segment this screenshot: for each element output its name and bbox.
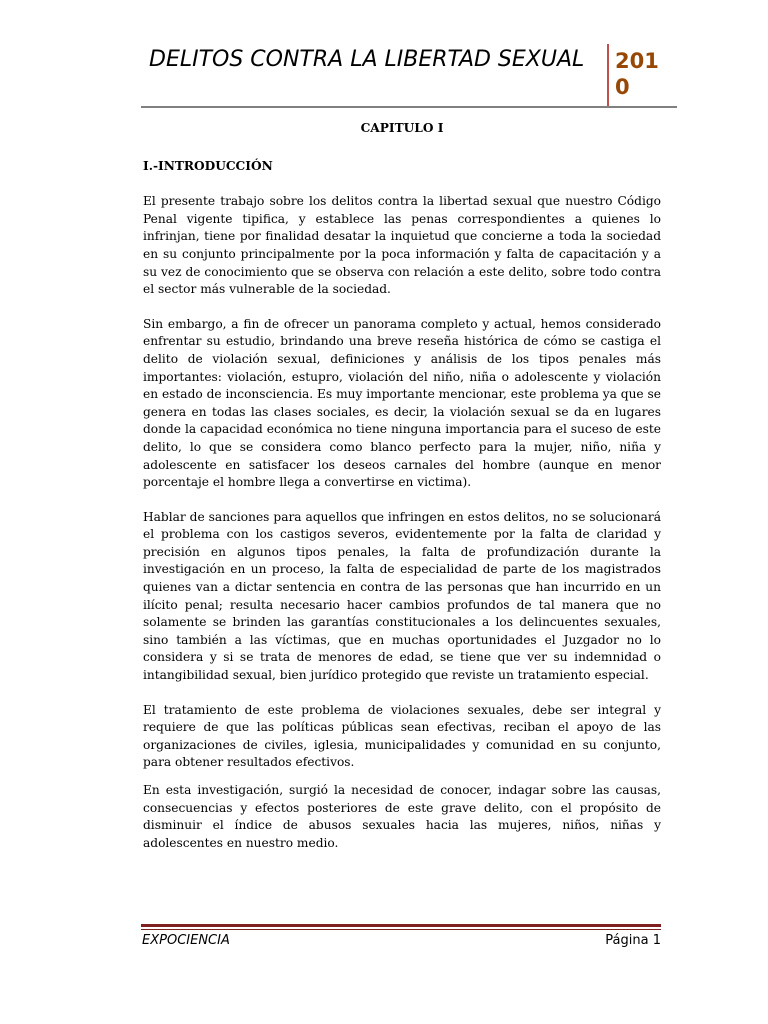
footer-rule-thin — [141, 929, 661, 930]
chapter-heading: CAPITULO I — [360, 121, 444, 135]
paragraph: El tratamiento de este problema de violaciones sexuales, debe ser integral y requiere de que las políticas públicas sean efectivas, reciban el apoyo de las organizaciones de civiles, iglesia, municipalidades y comunidad en su conjunto, para obtener resultados efectivos. — [143, 702, 661, 770]
footer-label: EXPOCIENCIA — [142, 933, 230, 948]
paragraph: El presente trabajo sobre los delitos contra la libertad sexual que nuestro Código Penal vigente tipifica, y establece las penas correspondientes a quienes lo infrinjan, tiene por finalidad desatar la inquietud que concierne a toda la sociedad en su conjunto principalmente por la poca información y falta de capacitación y a su vez de conocimiento que se observa con relación a este delito, sobre todo contra el sector más vulnerable de la sociedad. — [143, 194, 661, 297]
section-heading: I.-INTRODUCCIÓN — [143, 158, 273, 173]
header-year-divider — [607, 44, 609, 106]
page-header — [141, 44, 677, 108]
document-year: 2010 — [615, 49, 659, 99]
page-number: Página 1 — [605, 933, 661, 948]
document-body — [143, 120, 661, 869]
footer-rule — [141, 924, 661, 927]
paragraph: En esta investigación, surgió la necesidad de conocer, indagar sobre las causas, consecuencias y efectos posteriores de este grave delito, con el propósito de disminuir el índice de abusos sexuales hacia las mujeres, niños, niñas y adolescentes en nuestro medio. — [143, 783, 661, 850]
paragraph: Sin embargo, a fin de ofrecer un panorama completo y actual, hemos considerado enfrentar su estudio, brindando una breve reseña histórica de cómo se castiga el delito de violación sexual, definiciones y análisis de los tipos penales más importantes: violación, estupro, violación del niño, niña o adolescente y violación en estado de inconsciencia. Es muy importante mencionar, este problema ya que se genera en todas las clases sociales, es decir, la violación sexual se da en lugares donde la capacidad económica no tiene ninguna importancia para el suceso de este delito, lo que se considera como blanco perfecto para la mujer, niño, niña y adolescente en satisfacer los deseos carnales del hombre (aunque en menor porcentaje el hombre llega a convertirse en victima). — [143, 316, 661, 490]
paragraph: Hablar de sanciones para aquellos que infringen en estos delitos, no se solucionará el problema con los castigos severos, evidentemente por la falta de claridad y precisión en algunos tipos penales, la falta de profundización durante la investigación en un proceso, la falta de especialidad de parte de los magistrados quienes van a dictar sentencia en contra de las personas que han incurrido en un ilícito penal; resulta necesario hacer cambios profundos de tal manera que no solamente se brinden las garantías constitucionales a los delincuentes sexuales, sino también a las víctimas, que en muchas oportunidades el Juzgador no lo considera y si se trata de menores de edad, se tiene que ver su indemnidad o intangibilidad sexual, bien jurídico protegido que reviste un tratamiento especial. — [143, 509, 661, 683]
document-title: DELITOS CONTRA LA LIBERTAD SEXUAL — [149, 47, 585, 72]
header-rule — [141, 106, 677, 108]
